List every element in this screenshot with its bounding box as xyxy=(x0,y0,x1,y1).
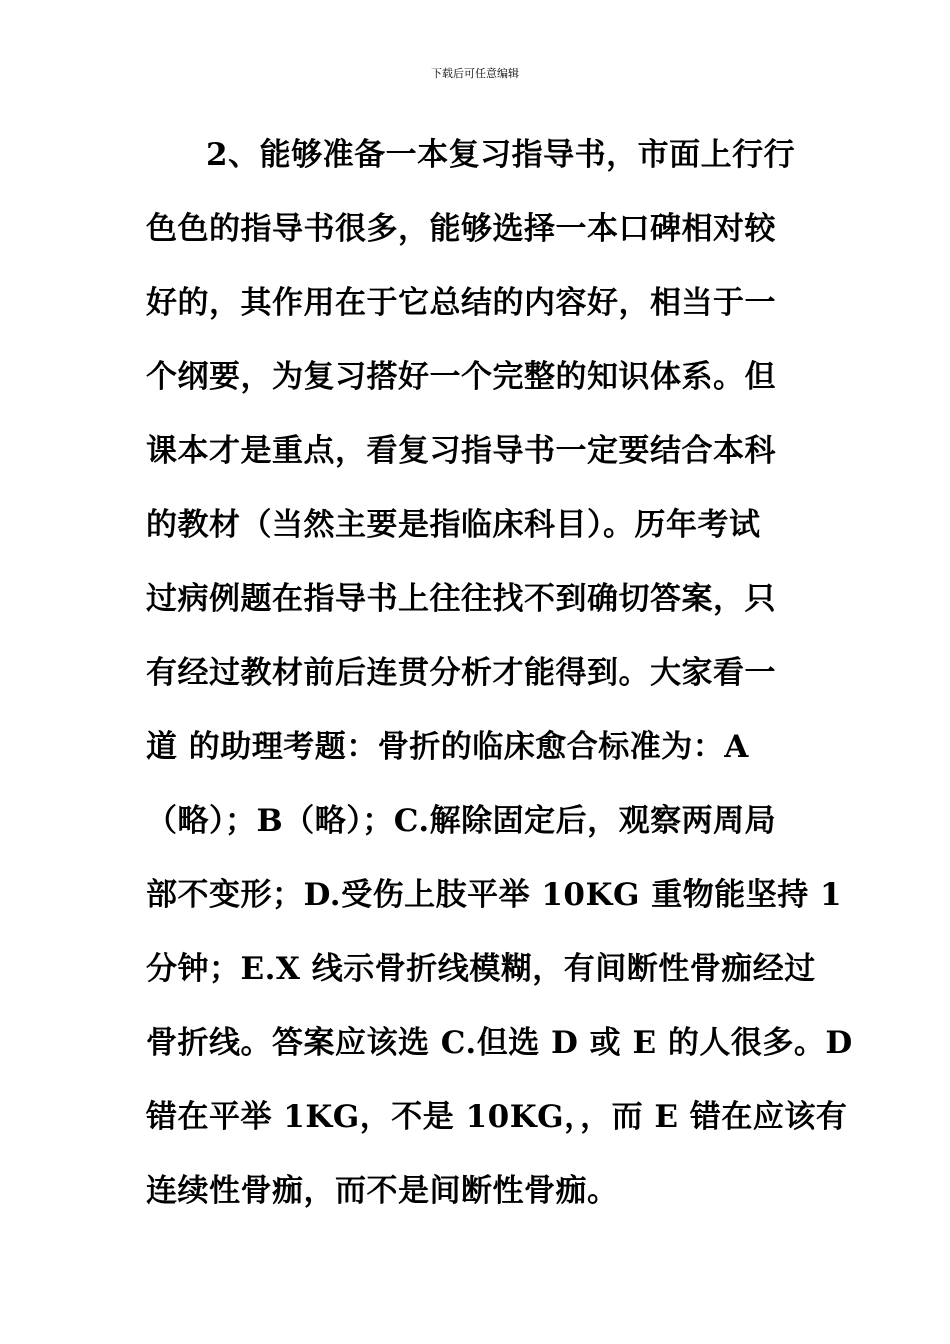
paragraph-line: 的教材（当然主要是指临床科目）。历年考试 xyxy=(146,507,761,543)
document-body xyxy=(146,118,853,1228)
paragraph-line: 色色的指导书很多，能够选择一本口碑相对较 xyxy=(146,211,776,247)
paragraph-line: 有经过教材前后连贯分析才能得到。大家看一 xyxy=(146,655,776,691)
paragraph-line: 课本才是重点，看复习指导书一定要结合本科 xyxy=(146,433,776,469)
paragraph-line: 部不变形；D.受伤上肢平举 10KG 重物能坚持 1 xyxy=(146,877,843,913)
paragraph-line: （略）；B（略）；C.解除固定后，观察两周局 xyxy=(146,803,777,839)
paragraph-line: 分钟；E.X 线示骨折线模糊，有间断性骨痂经过 xyxy=(146,951,816,987)
paragraph-line: 2、能够准备一本复习指导书，市面上行行 xyxy=(206,137,796,173)
paragraph-line: 骨折线。答案应该选 C.但选 D 或 E 的人很多。D xyxy=(146,1025,853,1061)
paragraph-line: 连续性骨痂，而不是间断性骨痂。 xyxy=(146,1173,619,1209)
paragraph-line: 好的，其作用在于它总结的内容好，相当于一 xyxy=(146,285,776,321)
paragraph-line: 道 的助理考题：骨折的临床愈合标准为：A xyxy=(146,729,749,765)
page-header: 下载后可任意编辑 xyxy=(431,67,519,80)
paragraph-line: 个纲要，为复习搭好一个完整的知识体系。但 xyxy=(146,359,776,395)
paragraph-line: 错在平举 1KG，不是 10KG，，而 E 错在应该有 xyxy=(146,1099,848,1135)
paragraph-line: 过病例题在指导书上往往找不到确切答案，只 xyxy=(146,581,776,617)
